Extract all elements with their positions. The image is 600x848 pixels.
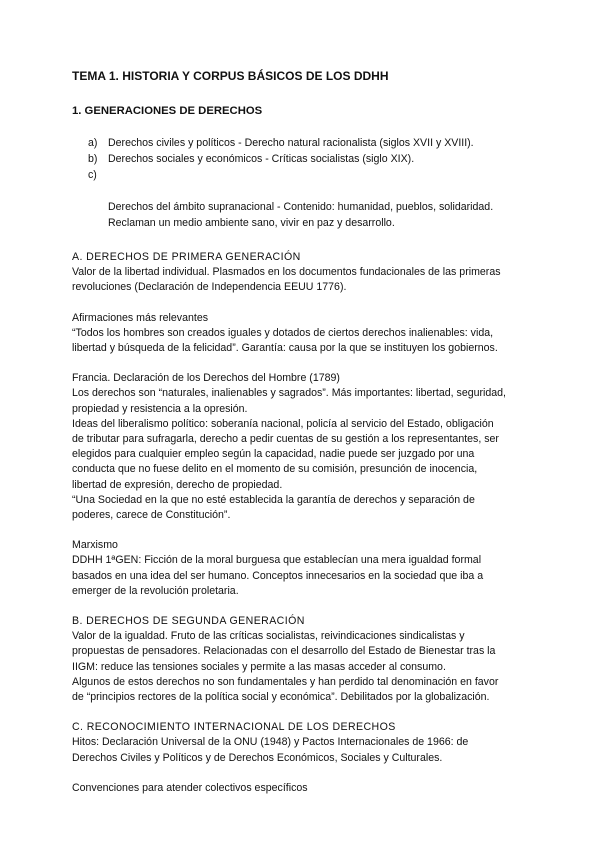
afirmaciones-body: “Todos los hombres son creados iguales y dotados de ciertos derechos inalienables: vida, libertad y búsqueda de la felicidad”. Garantía: causa por la que se instituyen los gobiernos. (72, 326, 498, 355)
francia-heading: Francia. Declaración de los Derechos del Hombre (1789) (72, 372, 340, 385)
convenciones-text: Convenciones para atender colectivos específicos (72, 781, 308, 794)
marxismo-heading: Marxismo (72, 539, 118, 552)
list-marker: a) (88, 137, 98, 149)
document-title: TEMA 1. HISTORIA Y CORPUS BÁSICOS DE LOS DDHH (72, 69, 389, 83)
document-page (72, 68, 542, 796)
marxismo-body: DDHH 1ªGEN: Ficción de la moral burguesa que establecían una mera igualdad formal basados en una idea del ser humano. Conceptos innecesarios en la sociedad que iba a emerger de la revolución proletaria. (72, 554, 484, 597)
primera-body: Valor de la libertad individual. Plasmados en los documentos fundacionales de las primeras revoluciones (Declaración de Independencia EEUU 1776). (72, 266, 501, 294)
section-heading-reconocimiento: C. RECONOCIMIENTO INTERNACIONAL DE LOS DERECHOS (72, 721, 396, 734)
list-item-text: Derechos del ámbito supranacional - Contenido: humanidad, pueblos, solidaridad. Reclaman un medio ambiente sano, vivir en paz y desarrollo. (108, 201, 494, 229)
francia-body-1: Los derechos son “naturales, inalienables y sagrados”. Más importantes: libertad, seguridad, propiedad y resistencia a la opresión. (72, 387, 506, 415)
list-item (72, 151, 542, 167)
reconocimiento-body: Hitos: Declaración Universal de la ONU (1948) y Pactos Internacionales de 1966: de Derechos Civiles y Políticos y de Derechos Económicos, Sociales y Culturales. (72, 736, 469, 764)
list-item (72, 167, 542, 231)
list-item-text: Derechos civiles y políticos - Derecho natural racionalista (siglos XVII y XVIII). (108, 137, 474, 149)
generations-list (72, 135, 542, 231)
francia-body-2: Ideas del liberalismo político: soberanía nacional, policía al servicio del Estado, obligación de tributar para sufragarla, derecho a pedir cuentas de su gestión a los representantes, ser elegidos para cualquier empleo según la capacidad, nadie puede ser juzgado por una conducta que no fuese delito en el momento de su comisión, presunción de inocencia, libertad de expresión, derecho de propiedad. (72, 417, 499, 491)
list-marker: b) (88, 153, 98, 165)
section-heading-segunda: B. DERECHOS DE SEGUNDA GENERACIÓN (72, 615, 305, 628)
section-heading-generaciones: 1. GENERACIONES DE DERECHOS (72, 105, 263, 117)
segunda-body-2: Algunos de estos derechos no son fundamentales y han perdido tal denominación en favor de “principios rectores de la política social y económica”. Debilitados por la globalización. (72, 675, 499, 704)
afirmaciones-heading: Afirmaciones más relevantes (72, 311, 209, 324)
francia-body-3: “Una Sociedad en la que no esté establecida la garantía de derechos y separación de poderes, carece de Constitución”. (72, 493, 475, 522)
list-item (72, 135, 542, 151)
segunda-body-1: Valor de la igualdad. Fruto de las críticas socialistas, reivindicaciones sindicalistas y propuestas de pensadores. Relacionadas con el desarrollo del Estado de Bienestar tras la IIGM: reduce las tensiones sociales y permite a las masas acceder al consumo. (72, 630, 496, 673)
section-heading-primera: A. DERECHOS DE PRIMERA GENERACIÓN (72, 251, 301, 263)
list-marker: c) (88, 169, 97, 181)
list-item-text: Derechos sociales y económicos - Críticas socialistas (siglo XIX). (108, 153, 415, 165)
